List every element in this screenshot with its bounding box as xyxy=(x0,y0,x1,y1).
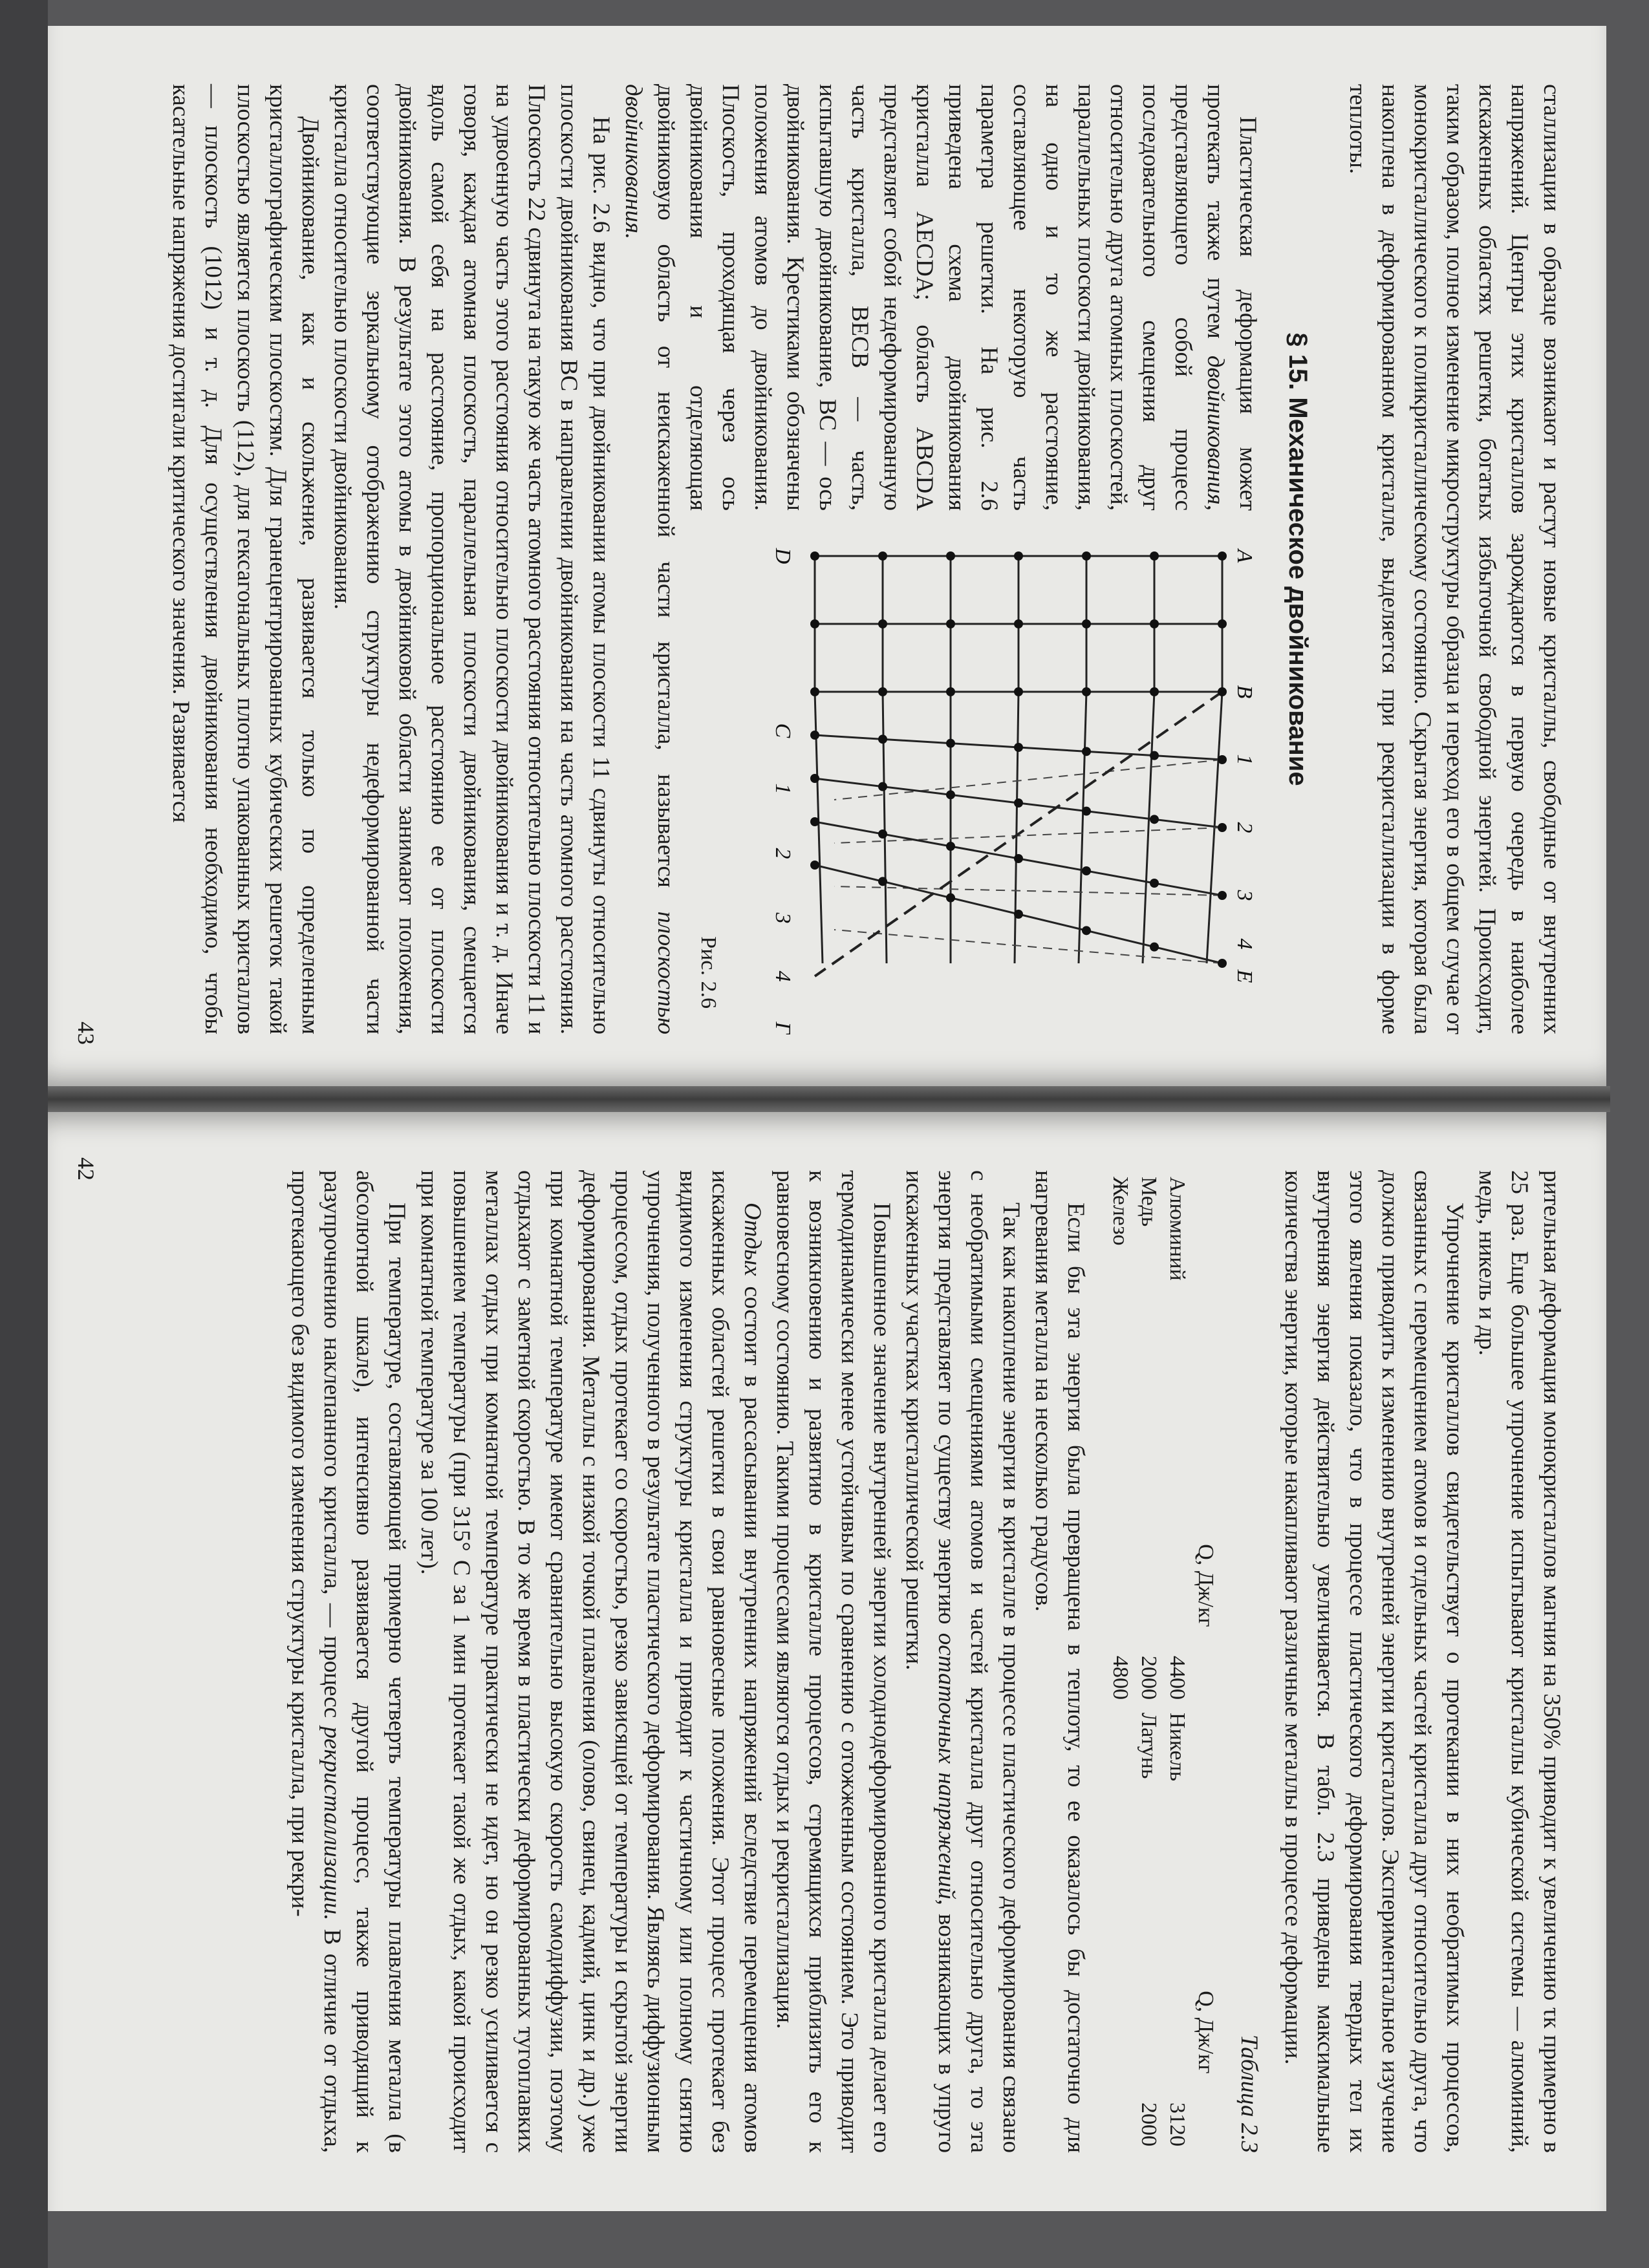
atom-dot xyxy=(810,731,819,740)
table-header-row xyxy=(1191,1170,1220,2153)
table-unit: Q, Дж/кг xyxy=(1194,1991,1218,2074)
atom-dot xyxy=(878,782,887,791)
figure-label: 1 xyxy=(771,783,795,795)
book-gutter xyxy=(45,1086,1610,1112)
atom-dot xyxy=(878,551,887,561)
atom-dot xyxy=(1014,910,1023,919)
atom-dot xyxy=(1082,747,1091,756)
figure-caption: Рис. 2.6 xyxy=(696,936,720,1009)
atom-dot xyxy=(1082,687,1091,696)
atom-dot xyxy=(810,619,819,628)
figure-label: 4 xyxy=(771,970,795,982)
figure-label: A xyxy=(1233,549,1256,563)
atom-dot xyxy=(810,687,819,696)
atom-dot xyxy=(1218,687,1227,696)
atom-dot xyxy=(1082,866,1091,875)
paragraph: Повышенное значение внутренней энергии холоднодеформированного кристалла делает его термодинамически менее устойчивым по сравнению с отожженным состоянием. Это приводит к возникновению и развитию в кристалле процессов, стремящихся приблизить его к равновесному состоянию. Такими процессами являются отдых и рекристаллизация. xyxy=(771,1170,895,2153)
table-row: Медь 2000 Латунь 2000 xyxy=(1137,1177,1161,2146)
atom-dot xyxy=(1150,879,1159,888)
paragraph: На рис. 2.6 видно, что при двойниковании атомы плоскости 11 сдвинуты относительно плоскости двойникования BC в направлении двойникования на часть атомного расстояния. Плоскость 22 сдвинута на такую же часть атомного расстояния относительно плоскости 11 и на удвоенную часть этого расстояния относительно плоскости двойникования и т. д. Иначе говоря, каждая атомная плоскость, параллельная плоскости двойникования, смещается вдоль самой себя на расстояние, пропорциональное расстоянию ее от плоскости двойникования. В результате этого атомы в двойниковой области занимают положения, соответствующие зеркальному отображению структуры недеформированной части кристалла относительно плоскости двойникования. xyxy=(329,84,614,1034)
paragraph: сталлизации в образце возникают и растут новые кристаллы, свободные от внутренних напряжений. Центры этих кристаллов зарождаются в первую очередь в наиболее искаженных областях решетки, богатых избыточной свободной энергией. Происходит, таким образом, полное изменение микроструктуры образца и переход его в общем случае от монокристаллического к поликристаллическому состоянию. Скрытая энергия, которая была накоплена в деформированном кристалле, выделяется при рекристаллизации в форме теплоты. xyxy=(1344,84,1565,1034)
atom-dot xyxy=(810,817,819,826)
atom-dot xyxy=(810,774,819,783)
section-heading: § 15. Механическое двойникование xyxy=(1284,332,1312,786)
page-42 xyxy=(48,1112,1606,2211)
figure-label: C xyxy=(771,723,795,738)
twin-row-line xyxy=(1015,692,1018,963)
paragraph: Упрочнение кристаллов свидетельствует о протекании в них необратимых процессов, связанных с перемещением атомов и отдельных частей кристалла друг относительно друга, что должно приводить к изменению внутренней энергии кристаллов. Экспериментальное изучение этого явления показало, что в процессе пластического деформирования твердых тел их внутренняя энергия действительно увеличивается. В табл. 2.3 приведены максимальные количества энергии, которые накапливают различные металлы в процессе деформации. xyxy=(1280,1170,1468,2153)
paragraph: рительная деформация монокристаллов магния на 350% приводит к увеличению τк примерно в 25 раз. Еще большее упрочнение испытывают кристаллы кубической системы — алюминий, медь, никель и др. xyxy=(1474,1170,1565,2153)
atom-dot xyxy=(1014,619,1023,628)
paragraph: Пластическая деформация может протекать также путем двойникования, представляющего собой процесс последовательного смещения друг относительно друга атомных плоскостей, параллельных плоскости двойникования, на одно и то же расстояние, составляющее некоторую часть параметра решетки. На рис. 2.6 приведена схема двойникования кристалла AECDA; область ABCDA представляет собой недеформированную часть кристалла, BECB — часть, испытавшую двойникование, BC — ось двойникования. Крестиками обозначены положения атомов до двойникования. Плоскость, проходящая через ось двойникования и отделяющая двойниковую область от неискаженной части кристалла, называется плоскостью двойникования. xyxy=(620,84,1261,1034)
atom-dot xyxy=(810,551,819,561)
energy-table xyxy=(1106,1170,1220,2153)
atom-dot xyxy=(1218,755,1227,764)
twin-row-line xyxy=(1079,692,1086,963)
figure-label: 3 xyxy=(1233,890,1256,901)
paragraph: Так как накопление энергии в кристалле в процессе пластического деформирования связано с необратимыми смещениями атомов и частей кристалла друг относительно друга, то эта энергия представляет по существу энергию остаточных напряжений, возникающих в упруго искаженных участках кристаллической решетки. xyxy=(901,1170,1024,2153)
paragraph: Если бы эта энергия была превращена в теплоту, то ее оказалось бы достаточно для нагревания металла на несколько градусов. xyxy=(1030,1170,1089,2153)
table-row: Железо 4800 xyxy=(1108,1177,1132,1700)
atom-dot xyxy=(946,893,955,903)
table-title: Таблица 2.3 xyxy=(1236,2034,1262,2153)
twin-row-line xyxy=(883,692,887,963)
twin-row-line xyxy=(1143,692,1154,963)
atom-dot xyxy=(1150,943,1159,952)
page-43 xyxy=(48,26,1606,1086)
figure-label: D xyxy=(771,548,795,564)
paragraph: Двойникование, как и скольжение, развивается только по определенным кристаллографическим плоскостям. Для гранецентрированных кубических решеток такой плоскостью является плоскость (112), для гексагональных плотно упакованных кристаллов — плоскость (1012) и т. д. Для осуществления двойникования необходимо, чтобы касательные напряжения достигали критического значения. Развивается xyxy=(167,84,323,1034)
atom-dot xyxy=(946,687,955,696)
paragraph: Отдых состоит в рассасывании внутренних напряжений вследствие перемещения атомов искаженных областей решетки в свои равновесные положения. Этот процесс протекает без видимого изменения структуры кристалла и приводит к частичному или полному снятию упрочнения, полученного в результате пластического деформирования. Являясь диффузионным процессом, отдых протекает со скоростью, резко зависящей от температуры и скрытой энергии деформирования. Металлы с низкой точкой плавления (олово, свинец, кадмий, цинк и др.) уже при комнатной температуре имеют сравнительно высокую скорость самодиффузии, поэтому отдыхают с заметной скоростью. В то же время в пластически деформированных тугоплавких металлах отдых при комнатной температуре практически не идет, но он резко усиливается с повышением температуры (при 315° С за 1 мин протекает такой же отдых, какой происходит при комнатной температуре за 100 лет). xyxy=(416,1170,766,2153)
atom-dot xyxy=(1014,687,1023,696)
page-42-text xyxy=(283,1170,1568,2153)
atom-dot xyxy=(1014,854,1023,863)
atom-dot xyxy=(1218,551,1227,561)
atom-dot xyxy=(946,619,955,628)
figure-label: 2 xyxy=(1233,822,1256,833)
atom-dot xyxy=(878,877,887,886)
atom-dot xyxy=(1218,959,1227,968)
figure-label: E xyxy=(1233,969,1256,983)
table-unit: Q, Дж/кг xyxy=(1194,1544,1218,1627)
figure-label: 3 xyxy=(771,912,795,924)
table-row: Алюминий 4400 Никель 3120 xyxy=(1165,1177,1189,2146)
book-edge xyxy=(0,0,48,2268)
figure-label: 4 xyxy=(1233,938,1256,950)
atom-dot xyxy=(1150,551,1159,561)
atom-dot xyxy=(946,551,955,561)
atom-dot xyxy=(1218,891,1227,900)
twinning-diagram xyxy=(731,530,1261,1034)
atom-dot xyxy=(1218,823,1227,832)
atom-dot xyxy=(1082,551,1091,561)
atom-dot xyxy=(878,687,887,696)
atom-dot xyxy=(1218,619,1227,628)
paragraph: При температуре, составляющей примерно четверть температуры плавления металла (в абсолютной шкале), интенсивно развивается другой процесс, также приводящий к разупрочнению наклепанного кристалла, — процесс рекристаллизации. В отличие от отдыха, протекающего без видимого изменения структуры кристалла, при рекри- xyxy=(286,1170,410,2153)
atom-dot xyxy=(946,790,955,799)
atom-dot xyxy=(878,619,887,628)
atom-dot xyxy=(878,734,887,744)
atom-dot xyxy=(878,829,887,839)
atom-dot xyxy=(1014,743,1023,752)
page-number: 43 xyxy=(73,1022,99,1045)
atom-dot xyxy=(810,861,819,870)
figure-label: 1 xyxy=(1233,754,1256,765)
figure-label: Г xyxy=(771,1022,795,1034)
atom-dot xyxy=(1014,551,1023,561)
atom-dot xyxy=(1150,619,1159,628)
atom-dot xyxy=(1150,751,1159,760)
original-position-line xyxy=(834,886,1222,895)
original-position-line xyxy=(834,930,1222,963)
page-number: 42 xyxy=(73,1157,99,1181)
figure-label: 2 xyxy=(771,848,795,859)
original-position-line xyxy=(834,760,1222,800)
atom-dot xyxy=(1082,807,1091,816)
atom-dot xyxy=(1150,815,1159,824)
atom-dot xyxy=(946,842,955,851)
figure-label: B xyxy=(1233,685,1256,699)
page-43-text xyxy=(164,84,1568,1034)
atom-dot xyxy=(1082,619,1091,628)
atom-dot xyxy=(1014,798,1023,808)
atom-dot xyxy=(946,739,955,748)
atom-dot xyxy=(1150,687,1159,696)
figure-2-6 xyxy=(692,530,1261,1034)
atom-dot xyxy=(1082,926,1091,935)
